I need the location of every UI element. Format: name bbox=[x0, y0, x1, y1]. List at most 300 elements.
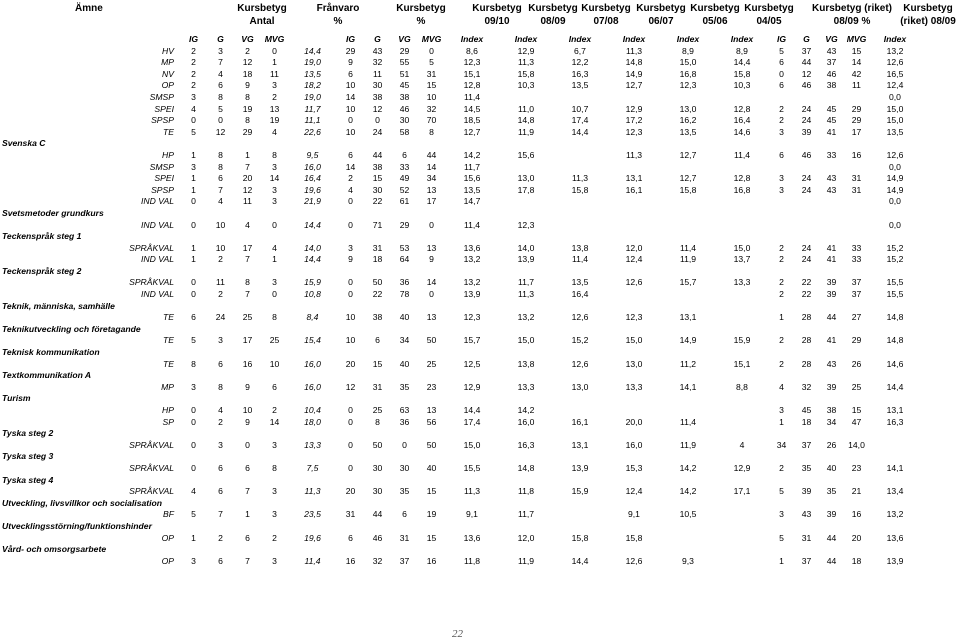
subheader-cell: G bbox=[217, 34, 224, 44]
table-cell: 15,8 bbox=[517, 68, 535, 79]
header-year: 04/05 bbox=[756, 16, 782, 27]
table-cell: 7 bbox=[245, 289, 250, 300]
table-row bbox=[0, 289, 921, 301]
table-cell: 29 bbox=[851, 103, 862, 114]
table-cell: 0 bbox=[348, 405, 353, 415]
table-cell: 37 bbox=[801, 439, 812, 450]
table-cell: 28 bbox=[801, 312, 812, 323]
table-cell: 6 bbox=[218, 358, 223, 369]
section-title: Svetsmetoder grundkurs bbox=[2, 207, 104, 218]
table-cell: 10 bbox=[269, 358, 280, 369]
table-cell: 43 bbox=[826, 184, 837, 195]
table-row bbox=[0, 220, 921, 232]
table-cell: 10,7 bbox=[571, 103, 589, 114]
table-cell: 0 bbox=[191, 289, 196, 300]
table-row bbox=[0, 463, 921, 475]
table-cell: 13,9 bbox=[886, 555, 904, 566]
table-cell: 10 bbox=[426, 91, 437, 102]
program-code: SPRÅKVAL bbox=[129, 277, 174, 288]
table-cell: 16,0 bbox=[304, 358, 321, 369]
table-cell bbox=[661, 533, 715, 545]
table-cell: 24 bbox=[801, 242, 812, 253]
table-cell: 7 bbox=[245, 486, 250, 497]
table-cell: 18,2 bbox=[304, 80, 321, 91]
table-cell: 13,0 bbox=[517, 173, 535, 184]
table-cell: 19 bbox=[269, 115, 280, 126]
table-cell: 12 bbox=[345, 381, 356, 392]
table-cell: 12,8 bbox=[463, 80, 481, 91]
table-row bbox=[0, 405, 921, 417]
program-code: SPEI bbox=[154, 103, 174, 114]
header-year: 07/08 bbox=[593, 16, 619, 27]
header-year: 06/07 bbox=[648, 16, 674, 27]
table-cell: 8 bbox=[272, 462, 277, 473]
table-row bbox=[0, 335, 921, 347]
table-cell: 0,0 bbox=[889, 91, 901, 102]
table-cell: 12 bbox=[242, 57, 253, 68]
table-cell: 15,8 bbox=[571, 532, 589, 543]
table-cell: 37 bbox=[801, 45, 812, 56]
table-cell: 19,6 bbox=[304, 532, 321, 543]
table-cell: 16,2 bbox=[679, 115, 697, 126]
table-cell: 13,9 bbox=[571, 462, 589, 473]
header-year-label: Kursbetyg bbox=[636, 3, 686, 14]
table-cell: 40 bbox=[399, 312, 410, 323]
table-row bbox=[0, 173, 921, 185]
table-cell: 12 bbox=[801, 68, 812, 79]
table-cell: 3 bbox=[348, 242, 353, 253]
table-cell: 9 bbox=[245, 80, 250, 91]
header-kursbetyg-pct-line1: Kursbetyg bbox=[396, 3, 446, 14]
table-cell: 45 bbox=[801, 405, 812, 415]
table-cell: 30 bbox=[372, 486, 383, 497]
table-cell: 23 bbox=[851, 462, 862, 473]
table-cell: 11,0 bbox=[517, 103, 535, 114]
table-cell: 30 bbox=[399, 462, 410, 473]
program-code: TE bbox=[163, 358, 174, 369]
table-cell: 14,2 bbox=[679, 462, 697, 473]
table-cell: 12,0 bbox=[517, 532, 535, 543]
table-cell: 0 bbox=[375, 115, 380, 126]
table-cell: 11,8 bbox=[463, 555, 481, 566]
table-cell: 10 bbox=[345, 103, 356, 114]
table-cell: 32 bbox=[801, 381, 812, 392]
table-cell: 16,4 bbox=[571, 289, 589, 300]
section-row bbox=[0, 544, 921, 556]
table-cell: 31 bbox=[399, 532, 410, 543]
table-cell: 13,3 bbox=[304, 439, 321, 450]
table-cell: 41 bbox=[826, 126, 837, 137]
section-title: Textkommunikation A bbox=[2, 370, 92, 381]
table-cell: 2 bbox=[779, 277, 784, 288]
table-cell: 39 bbox=[801, 126, 812, 137]
table-cell: 5 bbox=[191, 509, 196, 520]
table-cell: 25 bbox=[372, 405, 383, 415]
section-row bbox=[0, 370, 921, 382]
table-cell bbox=[553, 405, 607, 417]
table-cell: 13 bbox=[426, 312, 437, 323]
table-cell: 11,9 bbox=[517, 126, 535, 137]
table-cell: 12,2 bbox=[571, 57, 589, 68]
table-cell: 13 bbox=[426, 242, 437, 253]
table-cell: 3 bbox=[218, 439, 223, 450]
table-cell: 2 bbox=[779, 115, 784, 126]
table-cell: 17,2 bbox=[625, 115, 643, 126]
table-cell: 12 bbox=[372, 103, 383, 114]
table-cell: 4 bbox=[218, 68, 223, 79]
table-cell: 13,3 bbox=[517, 381, 535, 392]
table-cell: 46 bbox=[801, 149, 812, 160]
table-cell: 11,7 bbox=[517, 277, 535, 288]
program-code: OP bbox=[161, 555, 174, 566]
table-cell: 14,8 bbox=[886, 312, 904, 323]
table-cell: 0 bbox=[779, 68, 784, 79]
table-cell: 12,3 bbox=[625, 126, 643, 137]
table-cell bbox=[499, 92, 553, 104]
table-cell: 12,3 bbox=[463, 57, 481, 68]
table-row bbox=[0, 312, 921, 324]
section-title: Tyska steg 4 bbox=[2, 474, 54, 485]
table-cell: 16,0 bbox=[304, 161, 321, 172]
table-cell: 12,9 bbox=[517, 45, 535, 56]
table-cell: 18,0 bbox=[304, 416, 321, 427]
table-cell: 37 bbox=[851, 289, 862, 300]
section-title: Utveckling, livsvillkor och socialisation bbox=[2, 497, 162, 508]
table-cell: 40 bbox=[426, 462, 437, 473]
table-cell: 12 bbox=[215, 126, 226, 137]
table-cell: 12,3 bbox=[625, 312, 643, 323]
table-cell: 13,1 bbox=[679, 312, 697, 323]
table-cell: 0,0 bbox=[889, 161, 901, 172]
table-cell: 12,4 bbox=[886, 80, 904, 91]
table-cell: 1 bbox=[191, 149, 196, 160]
table-cell: 0 bbox=[272, 289, 277, 300]
table-cell bbox=[553, 92, 607, 104]
table-cell: 15,8 bbox=[571, 184, 589, 195]
table-cell: 33 bbox=[826, 149, 837, 160]
table-cell: 25 bbox=[269, 335, 280, 346]
table-cell: 6 bbox=[348, 149, 353, 160]
table-cell: 17 bbox=[426, 196, 437, 207]
table-cell: 3 bbox=[272, 509, 277, 520]
table-cell: 11,3 bbox=[304, 486, 321, 497]
table-cell: 40 bbox=[399, 358, 410, 369]
table-cell: 6,7 bbox=[574, 45, 586, 56]
table-cell: 16,0 bbox=[625, 439, 643, 450]
table-cell: 4 bbox=[191, 103, 196, 114]
table-cell: 14,8 bbox=[517, 115, 535, 126]
table-cell: 14,9 bbox=[886, 184, 904, 195]
section-title: Tyska steg 3 bbox=[2, 451, 54, 462]
table-cell: 15,9 bbox=[571, 486, 589, 497]
table-cell: 70 bbox=[426, 115, 437, 126]
table-cell: 23,5 bbox=[304, 509, 321, 520]
table-cell: 43 bbox=[372, 45, 383, 56]
table-cell bbox=[794, 162, 819, 174]
table-cell bbox=[794, 220, 819, 232]
table-cell: 43 bbox=[826, 173, 837, 184]
table-cell: 14 bbox=[345, 161, 356, 172]
table-row bbox=[0, 69, 921, 81]
table-cell: 24 bbox=[801, 115, 812, 126]
table-cell: 34 bbox=[426, 173, 437, 184]
table-cell: 40 bbox=[826, 462, 837, 473]
program-code: SPEI bbox=[154, 173, 174, 184]
table-cell: 5 bbox=[191, 126, 196, 137]
table-cell: 4 bbox=[779, 381, 784, 392]
table-cell: 14,4 bbox=[304, 45, 321, 56]
table-cell: 35 bbox=[399, 486, 410, 497]
table-cell: 46 bbox=[372, 532, 383, 543]
subheader-cell: Index bbox=[730, 34, 754, 44]
table-row bbox=[0, 556, 921, 568]
table-cell: 31 bbox=[851, 184, 862, 195]
table-cell: 14,4 bbox=[304, 219, 321, 230]
table-cell: 39 bbox=[826, 289, 837, 300]
column-header bbox=[0, 2, 960, 32]
table-cell: 0,0 bbox=[889, 219, 901, 230]
table-cell: 20 bbox=[851, 532, 862, 543]
table-cell: 5 bbox=[779, 486, 784, 497]
table-cell: 32 bbox=[426, 103, 437, 114]
table-cell: 14,8 bbox=[886, 335, 904, 346]
program-code: TE bbox=[163, 126, 174, 137]
table-cell: 6 bbox=[348, 68, 353, 79]
program-code: SMSP bbox=[149, 91, 174, 102]
table-cell: 46 bbox=[399, 103, 410, 114]
table-cell: 13,0 bbox=[625, 358, 643, 369]
table-cell: 32 bbox=[372, 555, 383, 566]
table-cell: 11,8 bbox=[517, 486, 535, 497]
header-franvaro-line1: Frånvaro bbox=[316, 3, 360, 14]
table-cell: 6 bbox=[402, 149, 407, 160]
table-cell: 1 bbox=[191, 532, 196, 543]
table-cell: 3 bbox=[218, 45, 223, 56]
table-cell bbox=[661, 92, 715, 104]
table-cell: 1 bbox=[191, 184, 196, 195]
table-cell: 31 bbox=[372, 242, 383, 253]
table-cell: 38 bbox=[372, 161, 383, 172]
table-cell: 18,5 bbox=[463, 115, 481, 126]
header-year-label: Kursbetyg bbox=[581, 3, 631, 14]
table-cell: 11,7 bbox=[517, 509, 535, 520]
table-cell: 41 bbox=[826, 254, 837, 265]
table-cell: 12,0 bbox=[625, 242, 643, 253]
table-cell bbox=[819, 220, 844, 232]
section-title: Teckenspråk steg 2 bbox=[2, 265, 82, 276]
table-cell: 0 bbox=[191, 219, 196, 230]
table-cell: 12,7 bbox=[679, 149, 697, 160]
header-amne: Ämne bbox=[75, 3, 103, 14]
table-cell: 13,1 bbox=[625, 173, 643, 184]
table-cell: 11,2 bbox=[679, 358, 697, 369]
table-cell: 43 bbox=[826, 358, 837, 369]
table-cell: 30 bbox=[372, 184, 383, 195]
table-cell: 13,8 bbox=[571, 242, 589, 253]
subheader-cell: IG bbox=[188, 34, 199, 44]
table-cell: 4 bbox=[272, 242, 277, 253]
table-cell: 24 bbox=[801, 254, 812, 265]
table-cell: 46 bbox=[826, 68, 837, 79]
table-cell: 14,4 bbox=[733, 57, 751, 68]
table-cell: 14 bbox=[269, 416, 280, 427]
table-cell: 39 bbox=[826, 509, 837, 520]
subheader-cell: IG bbox=[776, 34, 787, 44]
table-cell: 11,9 bbox=[679, 254, 697, 265]
header-year: 08/09 bbox=[540, 16, 566, 27]
table-cell: 49 bbox=[399, 173, 410, 184]
section-title: Teknikutveckling och företagande bbox=[2, 323, 141, 334]
table-cell bbox=[715, 220, 769, 232]
program-code: MP bbox=[161, 57, 174, 68]
table-cell: 0 bbox=[348, 115, 353, 126]
program-code: HP bbox=[162, 405, 174, 415]
table-cell: 6 bbox=[402, 509, 407, 520]
table-cell: 1 bbox=[779, 555, 784, 566]
table-cell: 4 bbox=[272, 126, 277, 137]
table-cell: 14,9 bbox=[625, 68, 643, 79]
table-cell: 13,9 bbox=[517, 254, 535, 265]
table-cell: 0 bbox=[191, 115, 196, 126]
header-riket-year: 08/09 bbox=[833, 16, 859, 27]
table-cell bbox=[715, 556, 769, 568]
table-cell bbox=[715, 405, 769, 417]
table-cell bbox=[499, 162, 553, 174]
table-cell: 0 bbox=[348, 462, 353, 473]
header-year-label: Kursbetyg bbox=[744, 3, 794, 14]
table-row bbox=[0, 57, 921, 69]
table-cell: 2 bbox=[779, 289, 784, 300]
table-cell: 44 bbox=[372, 509, 383, 520]
program-code: SPRÅKVAL bbox=[129, 486, 174, 497]
table-cell: 16,8 bbox=[679, 68, 697, 79]
table-cell: 3 bbox=[191, 381, 196, 392]
section-row bbox=[0, 347, 921, 359]
table-cell: 45 bbox=[399, 80, 410, 91]
table-cell: 15,0 bbox=[886, 103, 904, 114]
table-cell: 14,9 bbox=[679, 335, 697, 346]
program-code: HV bbox=[162, 45, 174, 56]
header-riket-index-line2: (riket) 08/09 bbox=[900, 16, 956, 27]
table-cell: 9 bbox=[348, 254, 353, 265]
table-cell: 44 bbox=[826, 555, 837, 566]
table-cell: 12,7 bbox=[679, 173, 697, 184]
table-cell: 7 bbox=[245, 161, 250, 172]
table-cell bbox=[553, 150, 607, 162]
table-cell: 10,3 bbox=[733, 80, 751, 91]
table-cell: 2 bbox=[779, 335, 784, 346]
table-cell: 15,2 bbox=[886, 254, 904, 265]
subheader-cell: MVG bbox=[264, 34, 285, 44]
table-cell: 30 bbox=[399, 115, 410, 126]
table-cell: 0 bbox=[348, 196, 353, 207]
table-cell: 19,6 bbox=[304, 184, 321, 195]
table-cell: 3 bbox=[191, 91, 196, 102]
table-cell: 3 bbox=[272, 80, 277, 91]
table-cell: 22 bbox=[372, 289, 383, 300]
table-cell: 29 bbox=[345, 45, 356, 56]
program-code: SPRÅKVAL bbox=[129, 439, 174, 450]
table-cell bbox=[607, 289, 661, 301]
table-cell: 30 bbox=[372, 462, 383, 473]
table-cell: 0 bbox=[348, 416, 353, 427]
table-row bbox=[0, 196, 921, 208]
table-cell bbox=[715, 196, 769, 208]
table-cell: 12,6 bbox=[886, 149, 904, 160]
table-cell: 16,3 bbox=[886, 416, 904, 427]
table-cell: 13,5 bbox=[571, 277, 589, 288]
table-cell: 41 bbox=[826, 335, 837, 346]
table-cell: 11 bbox=[373, 68, 382, 79]
table-cell: 0 bbox=[429, 45, 434, 56]
table-cell: 1 bbox=[191, 173, 196, 184]
table-cell bbox=[607, 405, 661, 417]
table-cell: 16,0 bbox=[517, 416, 535, 427]
section-row bbox=[0, 521, 921, 533]
table-cell: 9,3 bbox=[682, 555, 694, 566]
table-cell: 16,1 bbox=[625, 184, 643, 195]
table-row bbox=[0, 382, 921, 394]
table-cell: 16 bbox=[242, 358, 253, 369]
table-cell: 6 bbox=[779, 57, 784, 68]
table-cell: 31 bbox=[851, 173, 862, 184]
table-cell: 7 bbox=[218, 57, 223, 68]
subheader-spacer bbox=[288, 34, 337, 46]
table-row bbox=[0, 92, 921, 104]
program-code: IND VAL bbox=[141, 219, 174, 230]
table-cell: 24 bbox=[801, 103, 812, 114]
table-cell: 11,7 bbox=[463, 161, 481, 172]
table-cell: 8 bbox=[429, 126, 434, 137]
table-cell: 11 bbox=[243, 196, 252, 207]
table-cell: 30 bbox=[372, 80, 383, 91]
header-year-col bbox=[690, 2, 739, 28]
subheader-cell: G bbox=[374, 34, 381, 44]
subheader-cell: MVG bbox=[846, 34, 867, 44]
table-cell: 15,6 bbox=[517, 149, 535, 160]
table-cell: 11,4 bbox=[733, 149, 751, 160]
table-cell: 8 bbox=[375, 416, 380, 427]
table-cell: 10 bbox=[345, 335, 356, 346]
table-cell: 11,4 bbox=[304, 555, 321, 566]
table-cell: 9 bbox=[429, 254, 434, 265]
table-cell: 38 bbox=[372, 91, 383, 102]
table-cell: 9 bbox=[245, 381, 250, 392]
section-title: Teknik, människa, samhälle bbox=[2, 300, 115, 311]
table-cell: 2 bbox=[272, 91, 277, 102]
table-cell: 3 bbox=[272, 555, 277, 566]
table-cell: 44 bbox=[372, 149, 383, 160]
subheader-cell: G bbox=[803, 34, 810, 44]
table-cell: 7 bbox=[245, 555, 250, 566]
table-cell: 13,2 bbox=[517, 312, 535, 323]
table-cell bbox=[869, 440, 921, 452]
table-cell: 16 bbox=[426, 555, 437, 566]
table-cell: 14 bbox=[426, 161, 437, 172]
table-cell: 11,9 bbox=[517, 555, 535, 566]
table-row bbox=[0, 486, 921, 498]
table-cell: 8,6 bbox=[466, 45, 478, 56]
table-cell: 58 bbox=[399, 126, 410, 137]
table-cell: 29 bbox=[851, 335, 862, 346]
table-cell bbox=[553, 162, 607, 174]
header-kursbetyg-pct-line2: % bbox=[416, 16, 426, 27]
table-cell: 19 bbox=[242, 103, 253, 114]
table-cell: 0 bbox=[191, 405, 196, 415]
table-cell: 13,9 bbox=[463, 289, 481, 300]
table-cell: 15,9 bbox=[304, 277, 321, 288]
table-cell: 12,9 bbox=[625, 103, 643, 114]
